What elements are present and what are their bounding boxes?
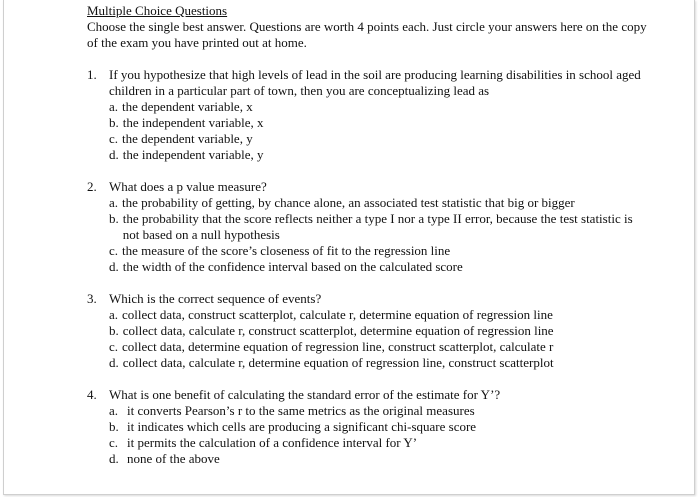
answer-option-d[interactable] bbox=[109, 259, 647, 275]
option-letter: c. bbox=[109, 435, 119, 450]
question-text: Which is the correct sequence of events? bbox=[109, 291, 322, 306]
option-letter: c. bbox=[109, 131, 119, 146]
option-text: the dependent variable, x bbox=[122, 99, 253, 114]
question-1 bbox=[87, 67, 647, 163]
answer-options bbox=[109, 403, 647, 467]
question-text: If you hypothesize that high levels of lead in the soil are producing learning disabilities in school aged children in a particular part of town, then you are conceptualizing lead as bbox=[109, 67, 641, 98]
option-text: the measure of the score’s closeness of fit to the regression line bbox=[122, 243, 451, 258]
answer-options bbox=[109, 307, 647, 371]
option-text: it indicates which cells are producing a significant chi-square score bbox=[127, 419, 477, 434]
answer-option-d[interactable] bbox=[109, 355, 647, 371]
option-letter: a. bbox=[109, 403, 119, 418]
instructions-text: Choose the single best answer. Questions are worth 4 points each. Just circle your answers here on the copy of the exam you have printed out at home. bbox=[87, 19, 647, 50]
answer-option-a[interactable] bbox=[109, 195, 647, 211]
answer-option-c[interactable] bbox=[109, 243, 647, 259]
option-letter: d. bbox=[109, 259, 119, 274]
document-page bbox=[3, 0, 695, 495]
option-text: collect data, construct scatterplot, calculate r, determine equation of regression line bbox=[122, 307, 553, 322]
option-text: collect data, calculate r, construct scatterplot, determine equation of regression line bbox=[122, 323, 554, 338]
answer-option-b[interactable] bbox=[109, 419, 647, 435]
answer-option-b[interactable] bbox=[109, 211, 647, 243]
section-heading: Multiple Choice Questions bbox=[87, 3, 228, 18]
answer-options bbox=[109, 99, 647, 163]
option-letter: a. bbox=[109, 99, 119, 114]
answer-option-a[interactable] bbox=[109, 307, 647, 323]
option-letter: a. bbox=[109, 195, 119, 210]
question-text: What does a p value measure? bbox=[109, 179, 267, 194]
answer-option-b[interactable] bbox=[109, 115, 647, 131]
option-text: the probability that the score reflects neither a type I nor a type II error, because the test statistic is not based on a null hypothesis bbox=[122, 211, 633, 242]
option-letter: b. bbox=[109, 419, 119, 434]
document-content bbox=[87, 3, 647, 467]
option-text: the independent variable, x bbox=[122, 115, 264, 130]
option-letter: c. bbox=[109, 339, 119, 354]
answer-option-d[interactable] bbox=[109, 451, 647, 467]
question-3 bbox=[87, 291, 647, 371]
answer-option-a[interactable] bbox=[109, 99, 647, 115]
option-text: collect data, calculate r, determine equation of regression line, construct scatterplot bbox=[122, 355, 554, 370]
question-4 bbox=[87, 387, 647, 467]
option-text: the independent variable, y bbox=[122, 147, 264, 162]
question-text: What is one benefit of calculating the standard error of the estimate for Y’? bbox=[109, 387, 501, 402]
option-letter: b. bbox=[109, 323, 119, 338]
answer-option-c[interactable] bbox=[109, 131, 647, 147]
answer-option-a[interactable] bbox=[109, 403, 647, 419]
option-letter: d. bbox=[109, 355, 119, 370]
option-text: collect data, determine equation of regression line, construct scatterplot, calculate r bbox=[122, 339, 554, 354]
question-number: 4. bbox=[87, 387, 97, 402]
question-number: 1. bbox=[87, 67, 97, 82]
question-number: 2. bbox=[87, 179, 97, 194]
option-text: the width of the confidence interval based on the calculated score bbox=[122, 259, 463, 274]
option-letter: b. bbox=[109, 115, 119, 130]
option-letter: c. bbox=[109, 243, 119, 258]
answer-option-c[interactable] bbox=[109, 435, 647, 451]
answer-options bbox=[109, 195, 647, 275]
option-text: it converts Pearson’s r to the same metrics as the original measures bbox=[127, 403, 475, 418]
question-number: 3. bbox=[87, 291, 97, 306]
answer-option-b[interactable] bbox=[109, 323, 647, 339]
answer-option-d[interactable] bbox=[109, 147, 647, 163]
option-text: the dependent variable, y bbox=[122, 131, 253, 146]
option-letter: d. bbox=[109, 147, 119, 162]
question-2 bbox=[87, 179, 647, 275]
option-letter: a. bbox=[109, 307, 119, 322]
option-text: none of the above bbox=[127, 451, 220, 466]
option-letter: b. bbox=[109, 211, 119, 226]
option-text: it permits the calculation of a confidence interval for Y’ bbox=[127, 435, 418, 450]
answer-option-c[interactable] bbox=[109, 339, 647, 355]
option-letter: d. bbox=[109, 451, 119, 466]
option-text: the probability of getting, by chance alone, an associated test statistic that big or bigger bbox=[122, 195, 575, 210]
